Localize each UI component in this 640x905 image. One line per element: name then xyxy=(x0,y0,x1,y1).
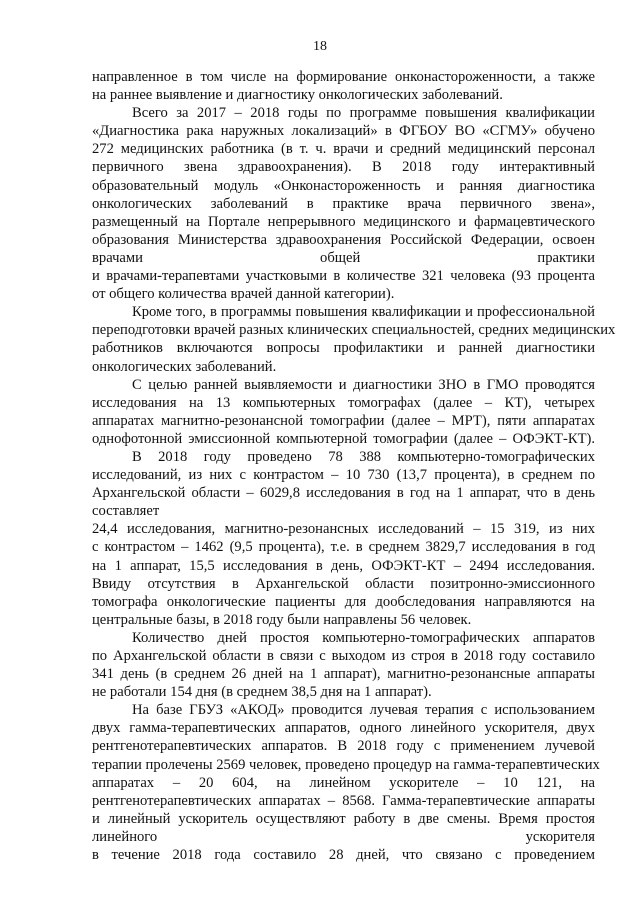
text-line: аппаратах – 20 604, на линейном ускорителе – 10 121, на xyxy=(92,774,595,791)
text-line: врачами общей практики xyxy=(92,249,595,266)
text-line: Ввиду отсутствия в Архангельской области позитронно-эмиссионного xyxy=(92,575,595,592)
text-line: однофотонной эмиссионной компьютерной томографии (далее – ОФЭКТ-КТ). xyxy=(92,430,595,447)
text-line: 341 день (в среднем 26 дней на 1 аппарат), магнитно-резонансные аппараты xyxy=(92,666,595,683)
text-line: составляет xyxy=(92,503,160,520)
text-line: переподготовки врачей разных клинических специальностей, средних медицинских xyxy=(92,322,616,339)
text-line: рентгенотерапевтических аппаратов. В 2018 году с применением лучевой xyxy=(92,738,595,755)
text-line: Количество дней простоя компьютерно-томографических аппаратов xyxy=(132,629,595,646)
text-line: исследования на 13 компьютерных томографах (далее – КТ), четырех xyxy=(92,394,595,411)
text-line: Кроме того, в программы повышения квалификации и профессиональной xyxy=(132,304,595,321)
text-line: на 1 аппарат, 15,5 исследования в день, ОФЭКТ-КТ – 2494 исследования. xyxy=(92,557,595,574)
text-line: двух гамма-терапевтических аппаратов, одного линейного ускорителя, двух xyxy=(92,720,595,737)
text-line: с контрастом – 1462 (9,5 процента), т.е. в среднем 3829,7 исследования в год xyxy=(92,539,595,556)
text-line: направленное в том числе на формирование онконастороженности, а также xyxy=(92,69,595,85)
text-line: «Диагностика рака наружных локализаций» в ФГБОУ ВО «СГМУ» обучено xyxy=(92,123,595,140)
text-line: и врачами-терапевтами участковыми в количестве 321 человека (93 процента xyxy=(92,268,595,285)
text-line: онкологических заболеваний. xyxy=(92,358,277,375)
text-line: размещенный на Портале непрерывного медицинского и фармацевтического xyxy=(92,213,595,230)
text-line: С целью ранней выявляемости и диагностики ЗНО в ГМО проводятся xyxy=(132,376,595,393)
text-line: и линейный ускоритель осуществляют работу в две смены. Время простоя xyxy=(92,810,595,827)
text-line: центральные базы, в 2018 году были направлены 56 человек. xyxy=(92,611,472,628)
text-line: образовательный модуль «Онконастороженность и ранняя диагностика xyxy=(92,177,595,194)
text-line: первичного звена здравоохранения). В 2018 году интерактивный xyxy=(92,159,595,176)
text-line: на раннее выявление и диагностику онкологических заболеваний. xyxy=(92,87,503,104)
text-line: линейного ускорителя xyxy=(92,828,595,845)
text-line: томографа онкологические пациенты для дообследования направляются на xyxy=(92,593,595,610)
text-line: от общего количества врачей данной категории). xyxy=(92,286,395,303)
text-line: образования Министерства здравоохранения Российской Федерации, освоен xyxy=(92,231,595,248)
text-line: терапии пролечены 2569 человек, проведено процедур на гамма-терапевтических xyxy=(92,756,600,773)
text-line: На базе ГБУЗ «АКОД» проводится лучевая терапия с использованием xyxy=(132,702,595,719)
text-line: в течение 2018 года составило 28 дней, что связано с проведением xyxy=(92,847,595,864)
text-line: работников включаются вопросы профилактики и ранней диагностики xyxy=(92,340,595,357)
text-line: В 2018 году проведено 78 388 компьютерно-томографических xyxy=(132,448,595,465)
text-line: 24,4 исследования, магнитно-резонансных исследований – 15 319, из них xyxy=(92,521,595,538)
body-text xyxy=(92,68,616,864)
text-line: Архангельской области – 6029,8 исследования в год на 1 аппарат, что в день xyxy=(92,485,595,502)
page-number: 18 xyxy=(313,39,327,54)
text-line: онкологических заболеваний в практике врача первичного звена», xyxy=(92,195,595,212)
text-line: рентгенотерапевтических аппаратах – 8568. Гамма-терапевтические аппараты xyxy=(92,792,595,809)
text-line: 272 медицинских работника (в т. ч. врачи и средний медицинский персонал xyxy=(92,141,595,158)
text-line: исследований, из них с контрастом – 10 730 (13,7 процента), в среднем по xyxy=(92,467,595,484)
text-line: не работали 154 дня (в среднем 38,5 дня на 1 аппарат). xyxy=(92,684,432,701)
text-line: Всего за 2017 – 2018 годы по программе повышения квалификации xyxy=(132,105,595,122)
text-line: аппаратах магнитно-резонансной томографии (далее – МРТ), пяти аппаратах xyxy=(92,412,595,429)
text-line: по Архангельской области в связи с выходом из строя в 2018 году составило xyxy=(92,648,595,664)
